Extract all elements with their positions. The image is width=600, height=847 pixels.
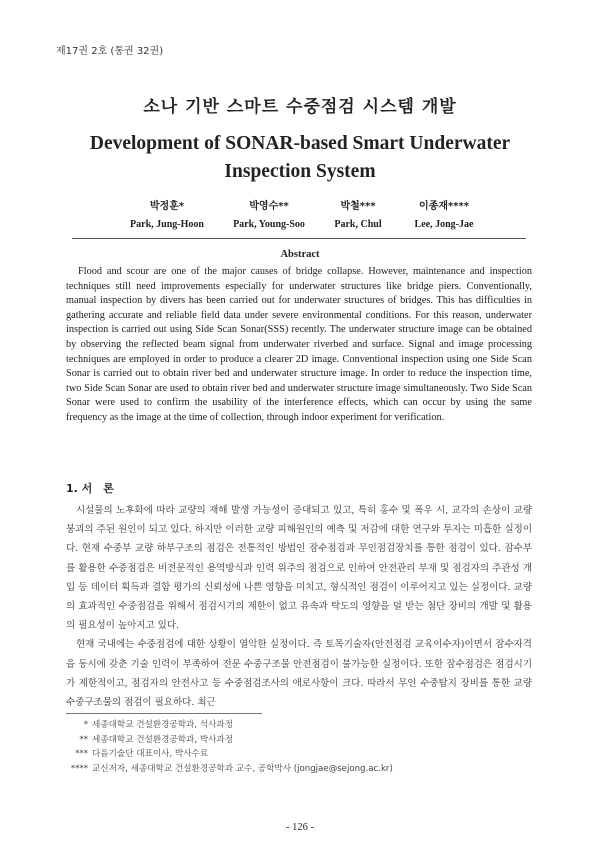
footnote	[66, 762, 536, 777]
author-english-name: Park, Chul	[334, 219, 382, 230]
author-english-name: Park, Jung-Hoon	[130, 219, 204, 230]
header-divider	[72, 238, 526, 239]
section-heading-introduction: 1. 서 론	[66, 482, 114, 495]
english-title: Development of SONAR-based Smart Underwater Inspection System	[89, 133, 511, 182]
abstract-heading: Abstract	[280, 249, 320, 260]
abstract-text: Flood and scour are one of the major causes of bridge collapse. However, maintenance and inspection techniques still need improvements especially for underwater structures like bridge piers. Conventionally, manual inspection by divers has been carried out for underwater structures of bridges. This has difficulties in gathering accurate and reliable field data under severe environmental conditions. For this reason, underwater inspection is carried out using Side Scan Sonar(SSS) recently. The underwater structure image can be obtained by observing the reflected beam signal from underwater riverbed and surface. Signal and image processing techniques are employed in order to produce a clearer 2D image. Conventional inspection using one Side Scan Sonar is carried out to obtain river bed and underwater structure image. In order to reduce the inspection time, two Side Scan Sonar are used to obtain river bed and underwater structure image simultaneously. Two Side Scan Sonar were used to confirm the usability of the interference effects, which can occur by using the same frequency as the image at the time of collection, through indoor experiment for verification.	[66, 266, 532, 423]
author-english-name: Park, Young-Soo	[233, 219, 305, 230]
footnote	[66, 747, 536, 762]
paragraph: 시설물의 노후화에 따라 교량의 재해 발생 가능성이 증대되고 있고, 특히 홍수 및 폭우 시, 교각의 손상이 교량 붕괴의 주된 원인이 되고 있다. 하지만 이러한 교량 피해원인의 예측 및 저감에 대한 연구와 투자는 미흡한 실정이다. 현재 수중부 교량 하부구조의 점검은 전통적인 방법인 잠수점검과 무인점검장치를 통한 점검이 있다. 잠수부를 활용한 수중점검은 비전문적인 용역방식과 인력 위주의 점검으로 인하여 안전관리 부재 및 점검자의 주관성 개입 등 데이터 획득과 결함 평가의 신뢰성에 나쁜 영향을 미치고, 형식적인 점검이 이루어지고 있는 실정이다. 교량의 효과적인 수중점검을 위해서 점검시기의 제한이 없고 유속과 탁도의 영향을 덜 받는 첨단 장비의 개발 및 활용의 필요성이 높아지고 있다.	[66, 505, 532, 632]
footnote-marker: ****	[70, 763, 88, 774]
author-1	[112, 198, 222, 234]
author-korean-name: 박영수**	[249, 201, 289, 212]
author-korean-name: 박정훈*	[149, 201, 185, 212]
footnotes	[66, 718, 536, 776]
footnote-marker: **	[79, 734, 88, 745]
korean-title: 소나 기반 스마트 수중점검 시스템 개발	[143, 97, 457, 117]
author-korean-name: 이종재****	[419, 201, 469, 212]
footnote-divider	[66, 713, 262, 714]
footnote-marker: *	[83, 720, 88, 730]
footnote	[66, 718, 536, 733]
footnote-text: 교신저자, 세종대학교 건설환경공학과 교수, 공학박사 (jongjae@sejong.ac.kr)	[92, 763, 393, 774]
footnote	[66, 733, 536, 748]
page-number: - 126 -	[286, 822, 314, 833]
paragraph: 현재 국내에는 수중점검에 대한 상황이 열악한 실정이다. 즉 토목기술자(안전점검 교육이수자)이면서 잠수자격을 동시에 갖춘 기술 인력이 부족하여 전문 수중구조물 안전점검이 불가능한 실정이다. 또한 잠수점검은 점검시기가 제한적이고, 점검자의 안전사고 등 수중점검조사의 애로사항이 크다. 따라서 무인 수중탐지 장비를 통한 교량 수중구조물의 점검이 필요하다. 최근	[66, 639, 532, 709]
footnote-text: 세종대학교 건설환경공학과, 박사과정	[92, 734, 234, 745]
volume-issue-header: 제17권 2호 (통권 32권)	[56, 46, 164, 57]
footnote-text: 다음기술단 대표이사, 박사수료	[92, 749, 209, 760]
author-korean-name: 박철***	[340, 201, 376, 212]
footnote-marker: ***	[75, 749, 88, 760]
introduction-body	[66, 501, 532, 712]
author-4	[389, 198, 499, 234]
footnote-text: 세종대학교 건설환경공학과, 석사과정	[92, 720, 234, 730]
author-english-name: Lee, Jong-Jae	[414, 219, 474, 230]
